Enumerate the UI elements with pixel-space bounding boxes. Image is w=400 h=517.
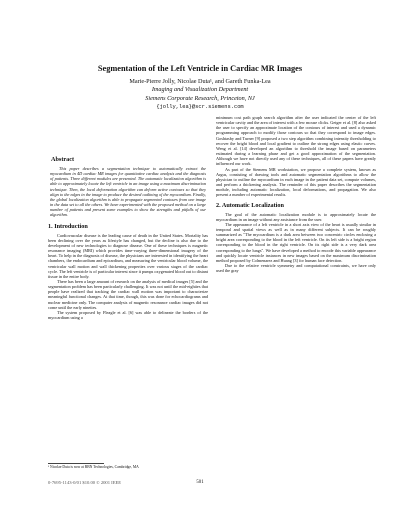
right-paragraph-2: As part of the Siemens MR workstation, we propose a complete system, known as Argus, consisting of drawing tools and automatic segmentation algorithms to allow the physician to outline the myocardium in each image in the patient data set, compute volumes, and perform a thickening analysis. The reminder of this paper describes the segmentation module, including automatic localization, local deformations, and propagation. We also present a number of experimental results. bbox=[216, 166, 376, 198]
page-number: 501 bbox=[196, 480, 204, 485]
right-paragraph-1: minimum cost path graph search algorithm after the user indicated the center of the left ventricular cavity and the area of interest with a few mouse clicks. Geiger et al. [8] also asked the user to specify an approximate location of the contours of interest and used a dynamic programming approach to modify those contours so that they correspond to image edges. Goshtasby and Turner [9] proposed a two step algorithm combining intensity thresholding to recover the bright blood and local gradient to outline the strong edges using elastic curves. Weng et al. [14] developed an algorithm to threshold the image based on parameters estimated during a learning phase and get a good approximation of the segmentation. Although we have not directly used any of these techniques, all of these papers have greatly influenced our work. bbox=[216, 115, 376, 167]
section-2-paragraph-3: Due to the relative ventricle symmetry and computational constraints, we have only used the gray bbox=[216, 263, 376, 274]
abstract-text: This paper describes a segmentation technique to automatically extract the myocardium in 4D cardiac MR images for quantitative cardiac analysis and the diagnosis of patients. Three different modules are presented. The automatic localization algorithm is able to approximately locate the left ventricle in an image using a maximum discrimination technique. Then, the local deformation algorithm can deform active contours so that they align to the edges in the image to produce the desired outlining of the myocardium. Finally, the global localization algorithm is able to propagate segmented contours from one image in the data set to all the others. We have experimented with the proposed method on a large number of patients and present some examples to show the strengths and pitfalls of our algorithm. bbox=[50, 166, 206, 218]
author-department: Imaging and Visualization Department bbox=[151, 86, 249, 94]
section-1-paragraph-1: Cardiovascular disease is the leading cause of death in the United States. Mortality has been declining over the years as lifestyle has changed, but the decline is also due to the development of new technologies to diagnose disease. One of these techniques is magnetic resonance imaging (MRI) which provides time-varying three-dimensional imagery of the heart. To help in the diagnosis of disease, the physicians are interested in identifying the heart chambers, the endocardium and epicardium, and measuring the ventricular blood volume, the ventricular wall motion and wall thickening properties over various stages of the cardiac cycle. The left ventricle is of particular interest since it pumps oxygenated blood out to distant tissue in the entire body. bbox=[48, 232, 208, 279]
section-1-heading: 1. Introduction bbox=[48, 222, 88, 230]
author-names: Marie-Pierre Jolly, Nicolae Duta¹, and Gareth Funka-Lea bbox=[129, 78, 271, 85]
paper-title: Segmentation of the Left Ventricle in Cardiac MR Images bbox=[97, 64, 303, 73]
section-1-paragraph-2: There has been a large amount of research on the analysis of medical images [5] and the segmentation problem has been particularly challenging. It was not until the mid-eighties that people have realized that tracking the cardiac wall motion was important to characterize meaningful functional changes. At that time, though, this was done for echocardiograms and nuclear medicine only. The computer analysis of magnetic resonance cardiac images did not come until the early nineties. bbox=[48, 278, 208, 310]
section-1-paragraph-3: The system proposed by Fleagle et al. [6] was able to delineate the borders of the myocardium using a bbox=[48, 309, 208, 321]
section-2-heading: 2. Automatic Localization bbox=[216, 201, 284, 209]
left-column bbox=[48, 115, 208, 320]
right-column bbox=[216, 115, 376, 273]
author-organization: Siemens Corporate Research, Princeton, NJ bbox=[145, 94, 255, 102]
copyright-line: 0-7695-1143-0/01 $10.00 © 2001 IEEE bbox=[48, 480, 122, 485]
section-2-paragraph-2: The appearance of a left ventricle in a short axis view of the heart is usually similar in temporal and spatial views as well as in many different subjects. It can be roughly summarized as "The myocardium is a dark area between two concentric circles enclosing a bright area corresponding to the blood in the left ventricle. On its left side is a bright region corresponding to the blood in the right ventricle. On its right side is a very dark area corresponding to the lungs". We have developed a method to encode this variable appearance and quickly locate ventricle instances in new images based on the maximum discrimination method proposed by Colmenarez and Huang [3] for human face detection. bbox=[216, 221, 376, 263]
section-2-paragraph-1: The goal of the automatic localization module is to approximately locate the myocardium in an image without any assistance from the user. bbox=[216, 211, 376, 222]
footnote: ¹ Nicolae Duta is now at BBN Technologies, Cambridge, MA bbox=[48, 465, 139, 469]
abstract-heading: Abstract bbox=[51, 156, 75, 163]
footnote-rule bbox=[48, 463, 104, 464]
author-block bbox=[0, 78, 400, 112]
author-email: {jolly,lea}@scr.siemens.com bbox=[156, 104, 244, 111]
